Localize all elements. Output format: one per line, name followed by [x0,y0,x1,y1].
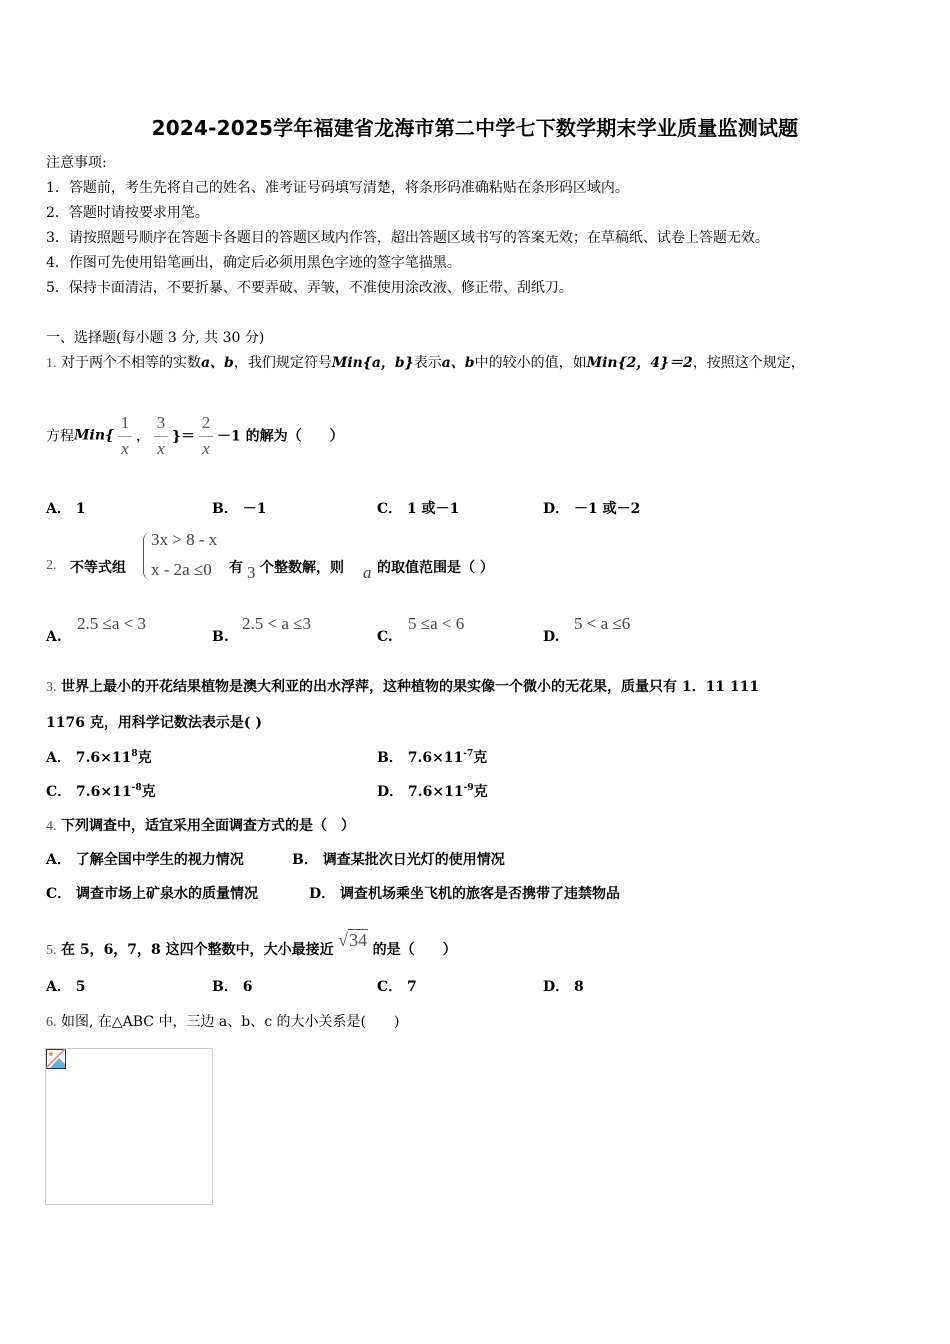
question-1-option-d[interactable]: D． －1 或－2 [543,501,641,517]
question-2-option-a-label[interactable]: A. [46,629,62,645]
question-2-number: 2. [46,558,57,573]
question-3-option-b[interactable]: B． $7.6\times 11^{-7}$克 [377,749,488,766]
question-4-option-b[interactable]: B． 调查某批次日光灯的使用情况 [292,852,505,868]
question-3-stem-line-1: 3. 世界上最小的开花结果植物是澳大利亚的出水浮萍，这种植物的果实像一个微小的无花果，质量只有 1．11 111 [46,679,760,695]
square-root: √ 34 [338,930,368,950]
question-2-text: 个整数解，则 [260,560,344,576]
question-5-option-d[interactable]: D． 8 [543,979,584,995]
section-heading: 一、选择题(每小题 3 分, 共 30 分) [46,330,265,346]
notice-heading: 注意事项: [46,155,107,171]
question-1-option-b[interactable]: B． －1 [212,501,267,517]
question-4-option-d[interactable]: D． 调查机场乘坐飞机的旅客是否携带了违禁物品 [309,886,621,902]
question-2-text: 有 [229,560,243,576]
broken-image-icon [46,1049,66,1069]
question-2-option-b-label[interactable]: B. [212,629,229,645]
question-2-option-d-label[interactable]: D. [543,629,560,645]
fraction: $\frac{2}{x}$ [199,412,213,459]
question-2-option-a[interactable]: 2.5 ≤a < 3 [77,614,146,633]
question-4-stem: 4. 下列调查中，适宜采用全面调查方式的是（ ） [46,818,355,834]
question-5-option-c[interactable]: C． 7 [377,979,417,995]
document-title: 2024-2025学年福建省龙海市第二中学七下数学期末学业质量监测试题 [151,116,799,140]
integer-count: 3 [247,563,256,582]
question-6-stem: 6. 如图, 在△ABC 中，三边 a、b、c 的大小关系是( ) [46,1014,400,1030]
question-3-option-d[interactable]: D． $7.6\times 11^{-9}$克 [377,783,488,800]
notice-item-4: 4．作图可先使用铅笔画出，确定后必须用黑色字迹的签字笔描黑。 [46,255,461,271]
question-2-option-b[interactable]: 2.5 < a ≤3 [242,614,311,633]
question-2-option-c[interactable]: 5 ≤a < 6 [408,614,465,633]
variable-a: a [363,563,372,582]
question-3-stem-line-2: 1176 克，用科学记数法表示是( ) [46,715,262,731]
question-1-stem: 1. 对于两个不相等的实数a、b，我们规定符号Min{a，b}表示a、b中的较小的值，如Min{2，4}＝2，按照这个规定， [46,355,805,371]
notice-item-3: 3．请按照题号顺序在答题卡各题目的答题区域内作答，超出答题区域书写的答案无效；在草稿纸、试卷上答题无效。 [46,230,769,246]
question-4-option-c[interactable]: C． 调查市场上矿泉水的质量情况 [46,886,259,902]
question-number: 1. [46,356,57,371]
question-2-prefix: 不等式组 [70,560,126,576]
question-4-option-a[interactable]: A． 了解全国中学生的视力情况 [46,852,244,868]
question-2-option-d[interactable]: 5 < a ≤6 [574,614,631,633]
question-3-option-c[interactable]: C． $7.6\times 11^{-8}$克 [46,783,156,800]
question-5-option-b[interactable]: B． 6 [212,979,253,995]
question-5-stem: 5. 在 5，6，7，8 这四个整数中，大小最接近 √ 34 的是（ ） [46,930,457,958]
question-3-option-a[interactable]: A． $7.6\times 11^8$克 [46,749,152,766]
question-2-text: 的取值范围是（ ） [377,560,494,576]
fraction: $\frac{3}{x}$ [154,412,168,459]
question-2-option-c-label[interactable]: C. [377,629,393,645]
notice-item-2: 2．答题时请按要求用笔。 [46,205,209,221]
triangle-figure-placeholder [45,1048,213,1205]
notice-item-1: 1．答题前，考生先将自己的姓名、准考证号码填写清楚，将条形码准确粘贴在条形码区域内。 [46,180,629,196]
inequality-system: 3x > 8 - x x - 2a ≤0 [143,530,243,584]
question-1-equation: 方程Min{ $\frac{1}{x}$ ， $\frac{3}{x}$ }＝ $\frac{2}{x}$ －1 的解为（ ） [46,413,344,458]
question-1-option-c[interactable]: C． 1 或－1 [377,501,460,517]
notice-item-5: 5．保持卡面清洁，不要折暴、不要弄破、弄皱，不准使用涂改液、修正带、刮纸刀。 [46,280,573,296]
question-5-option-a[interactable]: A． 5 [46,979,86,995]
fraction: $\frac{1}{x}$ [118,412,132,459]
question-1-option-a[interactable]: A． 1 [46,501,86,517]
